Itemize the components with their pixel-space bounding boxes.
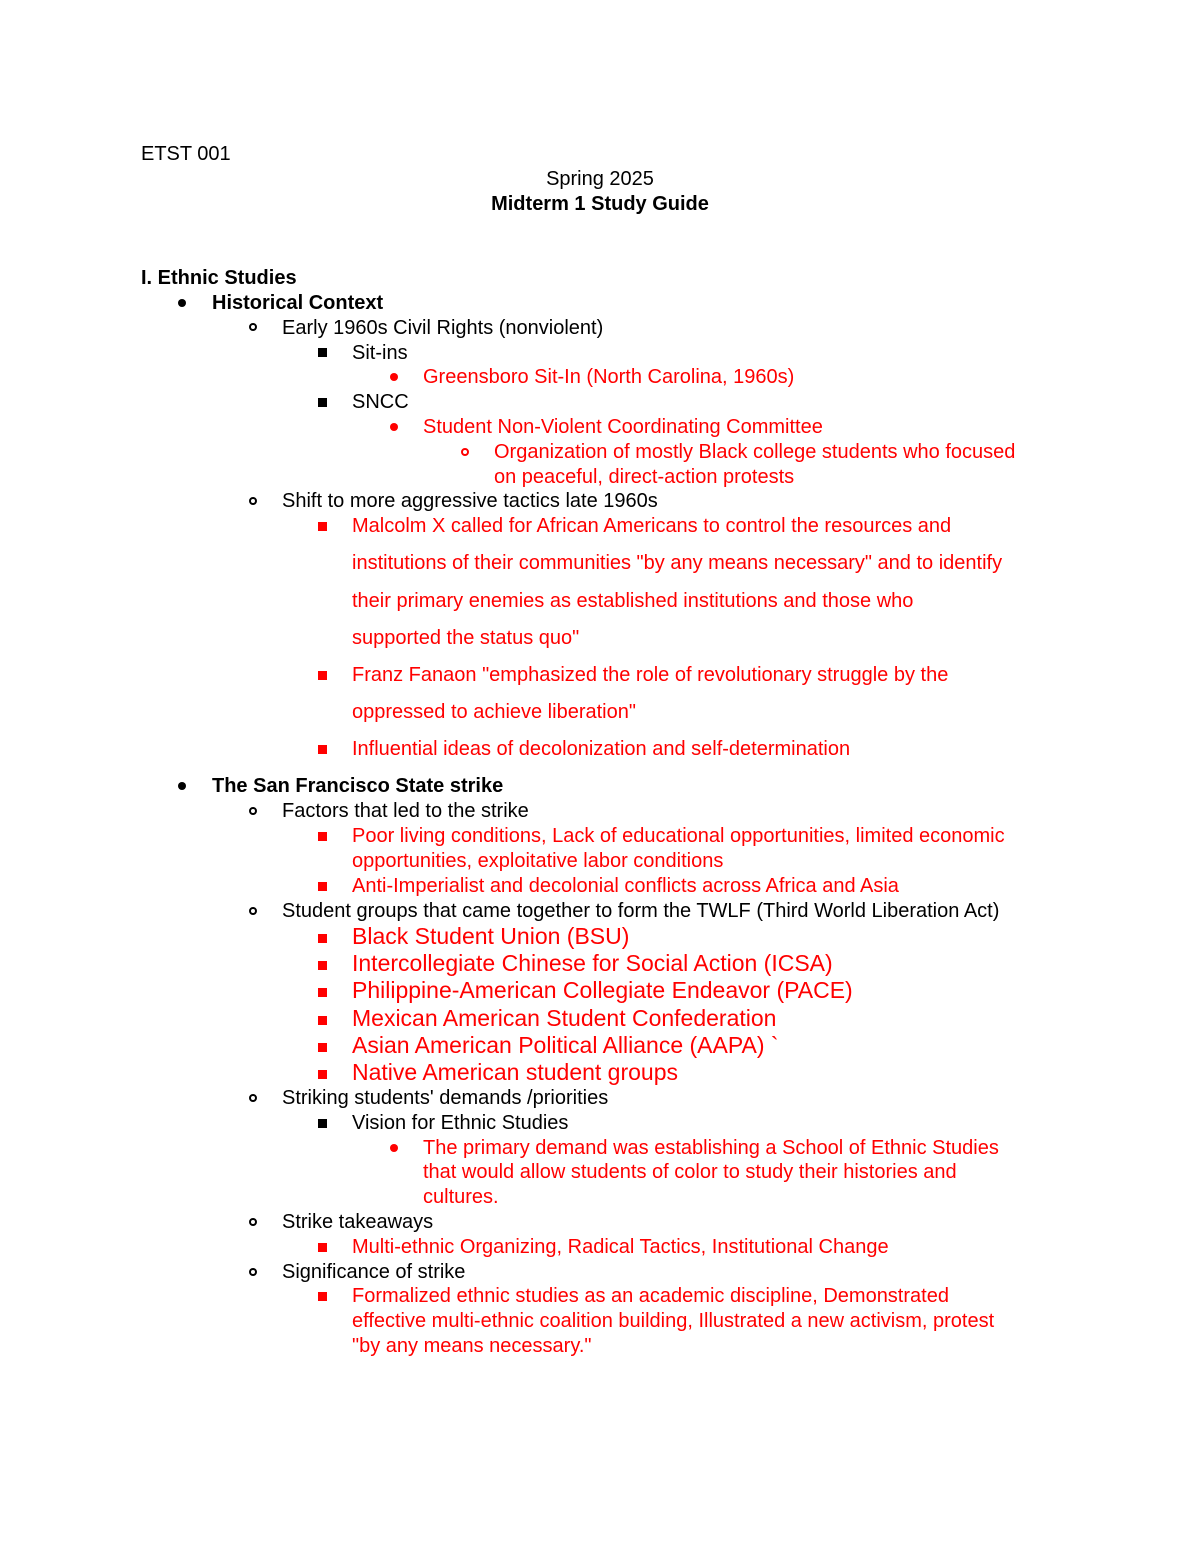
bullet-square-icon xyxy=(318,398,327,407)
bullet-disc-icon xyxy=(178,782,186,790)
list-item: Student groups that came together to form the TWLF (Third World Liberation Act) xyxy=(282,900,1000,922)
list-item-continuation: their primary enemies as established institutions and those who xyxy=(352,590,914,612)
bullet-circle-icon xyxy=(249,807,257,815)
bullet-square-icon xyxy=(318,348,327,357)
group-item: Native American student groups xyxy=(352,1059,679,1085)
list-item: Striking students' demands /priorities xyxy=(282,1087,609,1109)
list-item-continuation: cultures. xyxy=(423,1186,499,1208)
list-item: Student Non-Violent Coordinating Committee xyxy=(423,416,823,438)
bullet-square-icon xyxy=(318,832,327,841)
bullet-square-icon xyxy=(318,522,327,531)
bullet-square-icon xyxy=(318,1016,327,1025)
sf-strike-heading: The San Francisco State strike xyxy=(212,775,504,797)
list-item-continuation: "by any means necessary." xyxy=(352,1335,592,1357)
bullet-square-icon xyxy=(318,1292,327,1301)
bullet-circle-icon xyxy=(249,1268,257,1276)
bullet-disc-icon xyxy=(178,299,186,307)
page-title: Midterm 1 Study Guide xyxy=(491,193,709,215)
list-item: Multi-ethnic Organizing, Radical Tactics, Institutional Change xyxy=(352,1236,889,1258)
bullet-circle-icon xyxy=(249,323,257,331)
list-item: Early 1960s Civil Rights (nonviolent) xyxy=(282,317,604,339)
section-heading: I. Ethnic Studies xyxy=(141,267,297,289)
list-item-continuation: that would allow students of color to study their histories and xyxy=(423,1161,957,1183)
list-item-continuation: supported the status quo" xyxy=(352,627,580,649)
bullet-disc-icon xyxy=(390,1144,398,1152)
list-item: Strike takeaways xyxy=(282,1211,434,1233)
bullet-square-icon xyxy=(318,1243,327,1252)
list-item-continuation: effective multi-ethnic coalition building, Illustrated a new activism, protest xyxy=(352,1310,995,1332)
course-code: ETST 001 xyxy=(141,143,231,165)
term: Spring 2025 xyxy=(546,168,654,190)
group-item: Black Student Union (BSU) xyxy=(352,923,630,949)
bullet-square-icon xyxy=(318,671,327,680)
bullet-circle-icon xyxy=(249,1094,257,1102)
list-item: SNCC xyxy=(352,391,409,413)
bullet-square-icon xyxy=(318,961,327,970)
bullet-square-icon xyxy=(318,1070,327,1079)
bullet-disc-icon xyxy=(390,373,398,381)
bullet-circle-icon xyxy=(249,1218,257,1226)
historical-context-heading: Historical Context xyxy=(212,292,384,314)
list-item: Organization of mostly Black college students who focused xyxy=(494,441,1016,463)
list-item: Anti-Imperialist and decolonial conflicts across Africa and Asia xyxy=(352,875,899,897)
list-item: Formalized ethnic studies as an academic discipline, Demonstrated xyxy=(352,1285,949,1307)
list-item-continuation: institutions of their communities "by any means necessary" and to identify xyxy=(352,552,1003,574)
bullet-circle-icon xyxy=(249,907,257,915)
bullet-circle-icon xyxy=(461,448,469,456)
list-item: Shift to more aggressive tactics late 1960s xyxy=(282,490,658,512)
list-item-continuation: opportunities, exploitative labor conditions xyxy=(352,850,724,872)
list-item: Malcolm X called for African Americans to control the resources and xyxy=(352,515,952,537)
bullet-square-icon xyxy=(318,1119,327,1128)
bullet-disc-icon xyxy=(390,423,398,431)
bullet-square-icon xyxy=(318,988,327,997)
bullet-square-icon xyxy=(318,882,327,891)
bullet-circle-icon xyxy=(249,497,257,505)
list-item: Factors that led to the strike xyxy=(282,800,529,822)
list-item: Greensboro Sit-In (North Carolina, 1960s) xyxy=(423,366,795,388)
group-item: Mexican American Student Confederation xyxy=(352,1005,777,1031)
list-item: Poor living conditions, Lack of educational opportunities, limited economic xyxy=(352,825,1005,847)
group-item: Asian American Political Alliance (AAPA) ` xyxy=(352,1032,779,1058)
group-item: Philippine-American Collegiate Endeavor (PACE) xyxy=(352,977,853,1003)
list-item: Influential ideas of decolonization and self-determination xyxy=(352,738,851,760)
bullet-square-icon xyxy=(318,934,327,943)
group-item: Intercollegiate Chinese for Social Action (ICSA) xyxy=(352,950,833,976)
list-item: Franz Fanaon "emphasized the role of revolutionary struggle by the xyxy=(352,664,949,686)
list-item: The primary demand was establishing a School of Ethnic Studies xyxy=(423,1137,999,1159)
list-item: Vision for Ethnic Studies xyxy=(352,1112,569,1134)
bullet-square-icon xyxy=(318,1043,327,1052)
list-item: Sit-ins xyxy=(352,342,408,364)
list-item: Significance of strike xyxy=(282,1261,466,1283)
bullet-square-icon xyxy=(318,745,327,754)
list-item-continuation: on peaceful, direct-action protests xyxy=(494,466,795,488)
list-item-continuation: oppressed to achieve liberation" xyxy=(352,701,636,723)
